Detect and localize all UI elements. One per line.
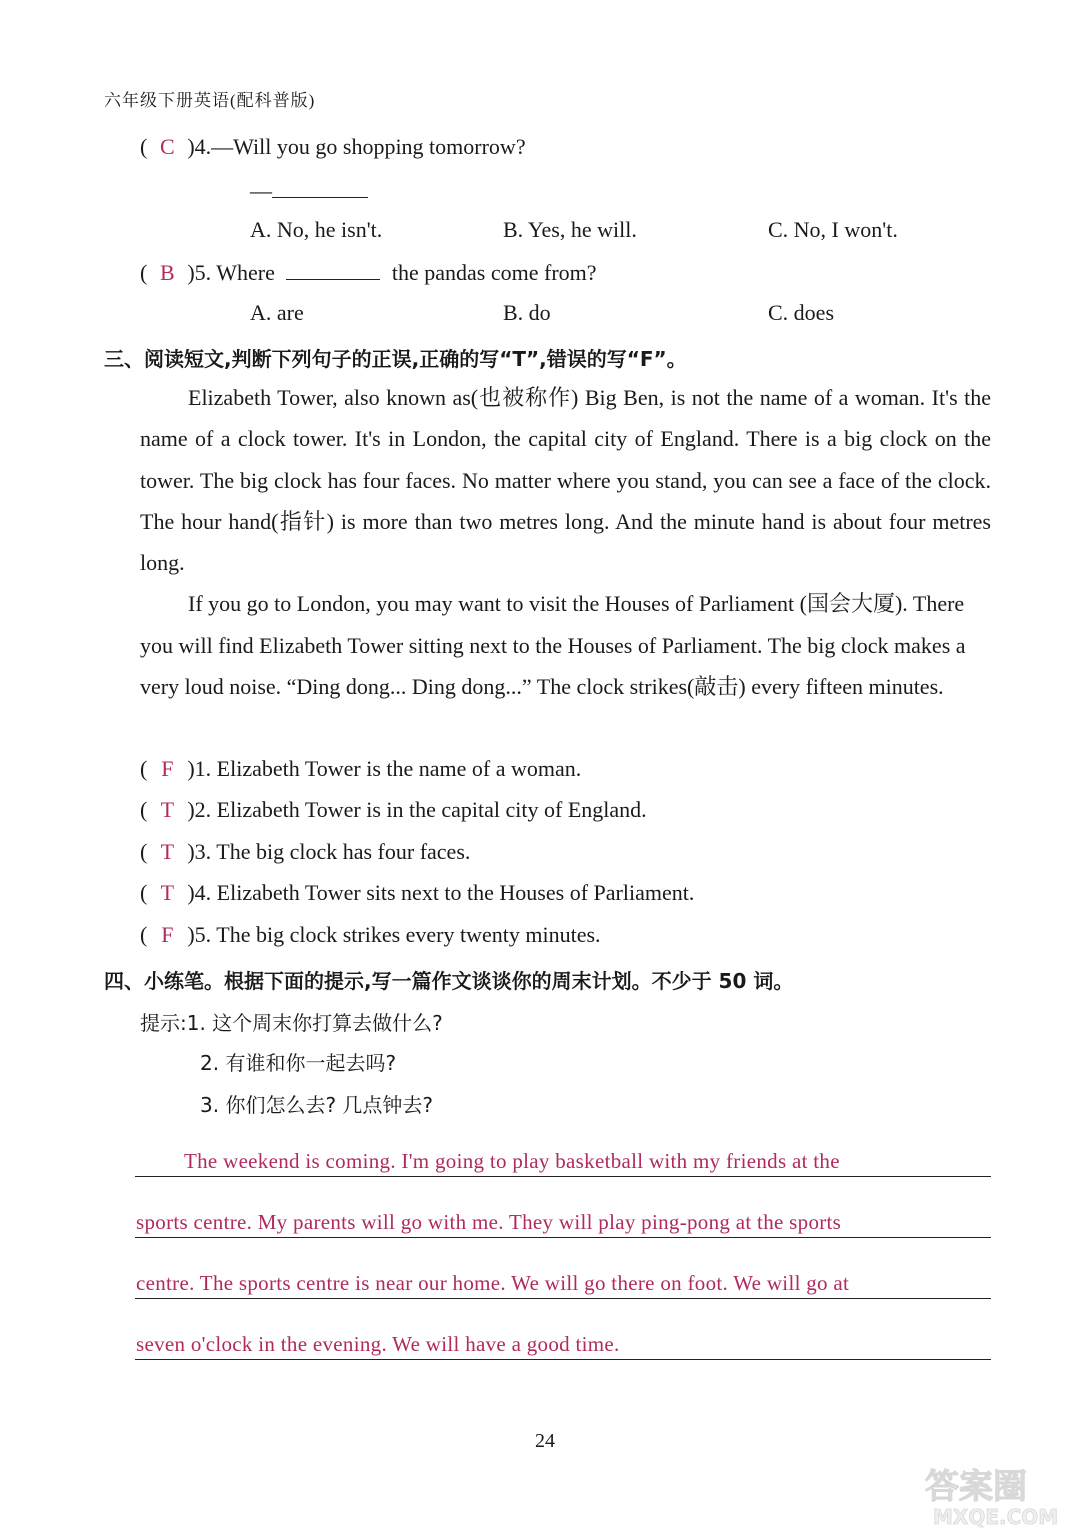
question-5	[140, 259, 597, 286]
tf-item	[140, 839, 470, 865]
paren-open: (	[140, 260, 148, 285]
tf-statement: )5. The big clock strikes every twenty minutes.	[187, 922, 601, 947]
option-c: C. No, I won't.	[768, 217, 898, 242]
reply-dash: —	[250, 178, 272, 203]
question-text-after: the pandas come from?	[391, 260, 597, 285]
question-number: )4.	[187, 134, 212, 159]
answer-rule	[135, 1176, 991, 1177]
option-c: C. does	[768, 300, 834, 325]
page-number: 24	[535, 1430, 555, 1452]
paren-open: (	[140, 756, 148, 781]
answer-mark: C	[159, 134, 175, 159]
reply-blank	[250, 177, 368, 204]
paren-open: (	[140, 839, 148, 864]
svg-text:MXQE.COM: MXQE.COM	[933, 1505, 1059, 1529]
page-header: 六年级下册英语(配科普版)	[104, 91, 316, 110]
answer-mark: T	[160, 839, 175, 864]
passage-paragraph-1: Elizabeth Tower, also known as(也被称作) Big Ben, is not the name of a woman. It's the name of a clock tower. It's in London, the capital city of England. There is a big clock on the tower. The big clock has four faces. No matter where you stand, you can see a face of the clock. The hour hand(指针) is more than two metres long. And the minute hand is about four metres long.	[140, 385, 991, 576]
tf-statement: )1. Elizabeth Tower is the name of a woman.	[187, 756, 582, 781]
paren-open: (	[140, 797, 148, 822]
blank-line	[286, 259, 380, 280]
hint-3: 3. 你们怎么去? 几点钟去?	[200, 1093, 434, 1117]
answer-mark: F	[161, 756, 174, 781]
tf-item	[140, 756, 581, 782]
essay-line-4: seven o'clock in the evening. We will have a good time.	[136, 1332, 620, 1356]
tf-statement: )3. The big clock has four faces.	[187, 839, 471, 864]
tf-statement: )2. Elizabeth Tower is in the capital city of England.	[187, 797, 647, 822]
paren-open: (	[140, 880, 148, 905]
section-3-title: 三、阅读短文,判断下列句子的正误,正确的写“T”,错误的写“F”。	[104, 347, 687, 371]
tf-item	[140, 922, 601, 948]
question-text-before: Where	[216, 260, 275, 285]
answer-mark: B	[159, 260, 175, 285]
tf-statement: )4. Elizabeth Tower sits next to the Houses of Parliament.	[187, 880, 695, 905]
answer-mark: T	[160, 797, 175, 822]
tf-item	[140, 880, 694, 906]
watermark-logo	[919, 1460, 1084, 1530]
option-b: B. do	[503, 300, 551, 325]
reading-passage	[140, 377, 991, 707]
answer-rule	[135, 1237, 991, 1238]
svg-text:答案圈: 答案圈	[925, 1467, 1027, 1507]
answer-rule	[135, 1359, 991, 1360]
question-number: )5.	[187, 260, 212, 285]
answer-mark: F	[161, 922, 174, 947]
essay-line-3: centre. The sports centre is near our home. We will go there on foot. We will go at	[136, 1271, 850, 1295]
tf-item	[140, 797, 647, 823]
paren-open: (	[140, 134, 148, 159]
passage-paragraph-2: If you go to London, you may want to visit the Houses of Parliament (国会大厦). There you will find Elizabeth Tower sitting next to the Houses of Parliament. The big clock makes a very loud noise. “Ding dong... Ding dong...” The clock strikes(敲击) every fifteen minutes.	[140, 591, 966, 700]
essay-line-1: The weekend is coming. I'm going to play basketball with my friends at the	[184, 1149, 840, 1173]
section-4-title: 四、小练笔。根据下面的提示,写一篇作文谈谈你的周末计划。不少于 50 词。	[104, 969, 794, 993]
option-a: A. are	[250, 300, 304, 325]
blank-line	[272, 177, 368, 198]
question-4	[140, 134, 526, 160]
hint-1: 提示:1. 这个周末你打算去做什么?	[140, 1011, 443, 1035]
question-text: —Will you go shopping tomorrow?	[211, 134, 526, 159]
option-b: B. Yes, he will.	[503, 217, 637, 242]
answer-mark: T	[160, 880, 175, 905]
answer-rule	[135, 1298, 991, 1299]
option-a: A. No, he isn't.	[250, 217, 383, 242]
essay-line-2: sports centre. My parents will go with me. They will play ping-pong at the sports	[136, 1210, 842, 1234]
paren-open: (	[140, 922, 148, 947]
hint-2: 2. 有谁和你一起去吗?	[200, 1051, 397, 1075]
